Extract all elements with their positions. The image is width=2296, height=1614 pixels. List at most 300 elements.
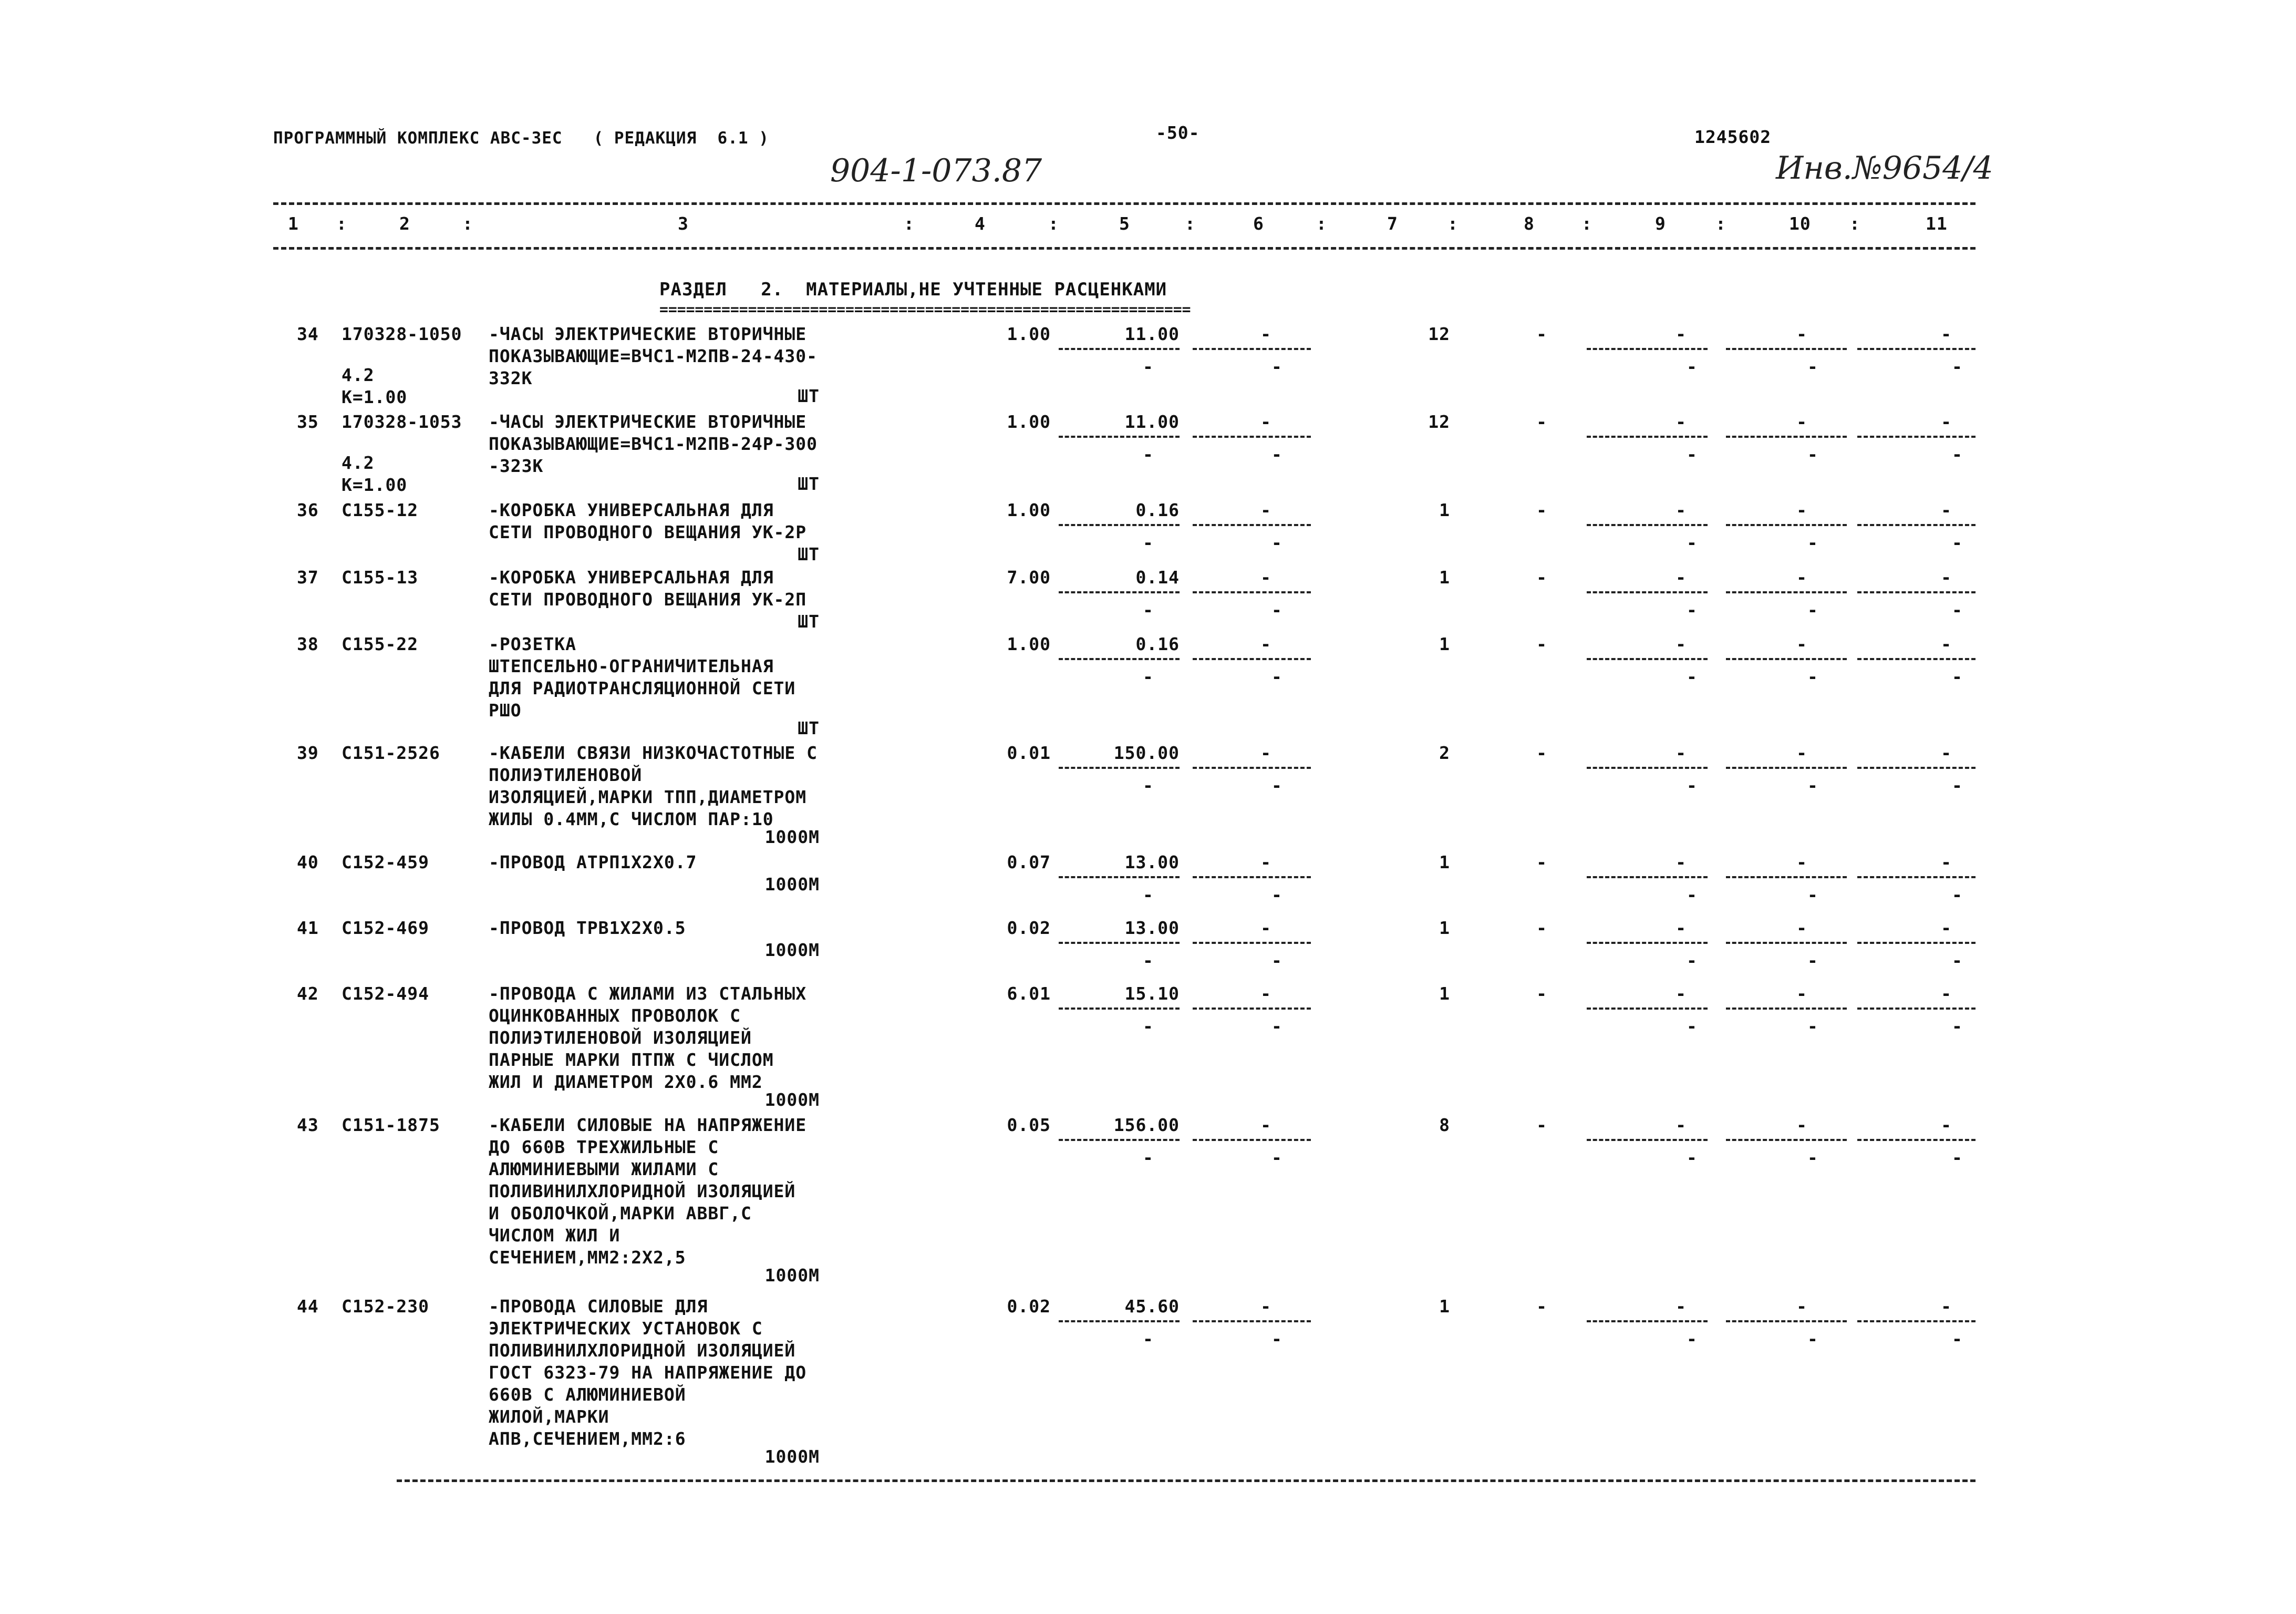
row-sub-dash: - [1807,444,1818,465]
row-extra: К=1.00 [342,475,408,495]
row-unit: 1000М [764,1265,820,1286]
row-col11: - [1941,1115,1952,1135]
value-underline [1726,436,1847,438]
row-description-line: ЧИСЛОМ ЖИЛ И [489,1225,620,1246]
row-sub-dash: - [1807,666,1818,687]
column-number-7: 7 [1387,213,1398,234]
row-col8: - [1536,1296,1547,1317]
row-description-line: ПОЛИЭТИЛЕНОВОЙ [489,765,643,785]
row-col6: - [1260,918,1271,938]
column-number-6: 6 [1253,213,1264,234]
row-col9: - [1676,983,1687,1004]
value-underline [1059,1139,1180,1141]
value-underline [1726,1320,1847,1322]
column-number-11: 11 [1926,213,1948,234]
row-sub-dash: - [1952,885,1963,905]
value-underline [1726,591,1847,593]
row-sub-dash: - [1143,1016,1154,1036]
row-sub-dash: - [1143,666,1154,687]
value-underline [1587,658,1708,660]
row-extra: 4.2 [342,453,375,473]
row-sub-dash: - [1807,356,1818,377]
row-col11: - [1941,743,1952,763]
row-sub-dash: - [1143,532,1154,553]
row-col10: - [1796,918,1807,938]
row-sub-dash: - [1807,1016,1818,1036]
row-col5: 45.60 [1124,1296,1180,1317]
row-sub-dash: - [1143,444,1154,465]
row-number: 35 [297,412,319,432]
value-underline [1193,348,1311,350]
row-col9: - [1676,634,1687,654]
row-description-line: -323К [489,456,544,476]
value-underline [1059,876,1180,878]
header-rule-bottom [273,247,1976,250]
row-description-line: ШТЕПСЕЛЬНО-ОГРАНИЧИТЕЛЬНАЯ [489,656,774,676]
column-separator: : [1316,213,1327,234]
value-underline [1193,524,1311,526]
value-underline [1726,524,1847,526]
value-underline [1193,767,1311,769]
value-underline [1059,591,1180,593]
row-sub-dash: - [1143,775,1154,796]
row-description-line: РШО [489,700,522,721]
row-col7: 1 [1439,852,1450,872]
row-col9: - [1676,918,1687,938]
row-sub-dash: - [1687,444,1698,465]
row-description-line: ЭЛЕКТРИЧЕСКИХ УСТАНОВОК С [489,1318,763,1339]
value-underline [1587,436,1708,438]
row-col4: 6.01 [1007,983,1051,1004]
row-code: 170328-1053 [342,412,462,432]
row-sub-dash: - [1952,1016,1963,1036]
value-underline [1193,436,1311,438]
row-description-line: ПОКАЗЫВАЮЩИЕ=ВЧС1-М2ПВ-24Р-300 [489,434,818,454]
row-description-line: -ЧАСЫ ЭЛЕКТРИЧЕСКИЕ ВТОРИЧНЫЕ [489,324,807,344]
row-col11: - [1941,918,1952,938]
row-description-line: СЕТИ ПРОВОДНОГО ВЕЩАНИЯ УК-2Р [489,522,807,542]
row-sub-dash: - [1687,1329,1698,1349]
value-underline [1857,1008,1976,1010]
row-sub-dash: - [1271,444,1283,465]
row-sub-dash: - [1271,950,1283,971]
value-underline [1857,591,1976,593]
row-col5: 13.00 [1124,918,1180,938]
column-separator: : [1447,213,1459,234]
section-underline: ============================================================ [659,301,1191,318]
row-col5: 156.00 [1113,1115,1180,1135]
row-sub-dash: - [1952,1147,1963,1168]
row-col11: - [1941,500,1952,520]
value-underline [1059,658,1180,660]
row-sub-dash: - [1687,532,1698,553]
value-underline [1587,524,1708,526]
row-col8: - [1536,1115,1547,1135]
row-col9: - [1676,852,1687,872]
value-underline [1857,1320,1976,1322]
row-sub-dash: - [1952,532,1963,553]
row-col9: - [1676,1115,1687,1135]
row-col4: 0.02 [1007,1296,1051,1317]
value-underline [1726,876,1847,878]
row-col6: - [1260,412,1271,432]
row-sub-dash: - [1271,1329,1283,1349]
row-description-line: ОЦИНКОВАННЫХ ПРОВОЛОК С [489,1005,741,1026]
row-col8: - [1536,983,1547,1004]
row-sub-dash: - [1687,600,1698,620]
row-unit: ШТ [798,386,820,406]
row-sub-dash: - [1143,950,1154,971]
row-col11: - [1941,412,1952,432]
row-col9: - [1676,743,1687,763]
row-description-line: СЕЧЕНИЕМ,ММ2:2Х2,5 [489,1247,686,1268]
row-description-line: ЖИЛ И ДИАМЕТРОМ 2Х0.6 ММ2 [489,1072,763,1092]
value-underline [1587,591,1708,593]
row-col4: 1.00 [1007,324,1051,344]
row-description-line: АЛЮМИНИЕВЫМИ ЖИЛАМИ С [489,1159,719,1179]
value-underline [1193,1008,1311,1010]
row-description-line: ЖИЛЫ 0.4ММ,С ЧИСЛОМ ПАР:10 [489,809,774,829]
value-underline [1059,942,1180,944]
handwritten-inventory: Инв.№9654/4 [1776,150,1993,187]
row-col10: - [1796,852,1807,872]
row-sub-dash: - [1687,775,1698,796]
row-col6: - [1260,567,1271,588]
row-sub-dash: - [1143,600,1154,620]
row-description-line: -РОЗЕТКА [489,634,576,654]
value-underline [1059,767,1180,769]
handwritten-code: 904-1-073.87 [830,152,1042,189]
row-description-line: ПОЛИВИНИЛХЛОРИДНОЙ ИЗОЛЯЦИЕЙ [489,1340,796,1361]
row-code: С152-230 [342,1296,429,1317]
row-col10: - [1796,743,1807,763]
row-col10: - [1796,412,1807,432]
footer-rule [397,1479,1976,1482]
row-unit: 1000М [764,874,820,895]
row-col6: - [1260,743,1271,763]
program-title: ПРОГРАММНЫЙ КОМПЛЕКС АВС-ЗЕС ( РЕДАКЦИЯ 6.1 ) [273,129,769,148]
row-col7: 1 [1439,634,1450,654]
value-underline [1059,1320,1180,1322]
row-number: 44 [297,1296,319,1317]
row-code: С155-13 [342,567,419,588]
value-underline [1857,767,1976,769]
row-col4: 7.00 [1007,567,1051,588]
value-underline [1193,876,1311,878]
row-sub-dash: - [1807,532,1818,553]
column-separator: : [1581,213,1592,234]
row-description-line: -КОРОБКА УНИВЕРСАЛЬНАЯ ДЛЯ [489,500,774,520]
row-col7: 12 [1428,412,1450,432]
row-unit: 1000М [764,827,820,847]
row-code: С155-22 [342,634,419,654]
row-extra: К=1.00 [342,387,408,407]
column-number-2: 2 [399,213,410,234]
row-sub-dash: - [1271,666,1283,687]
row-sub-dash: - [1271,1147,1283,1168]
row-number: 41 [297,918,319,938]
row-description-line: -КАБЕЛИ СИЛОВЫЕ НА НАПРЯЖЕНИЕ [489,1115,807,1135]
row-col10: - [1796,324,1807,344]
column-separator: : [904,213,915,234]
section-title: РАЗДЕЛ 2. МАТЕРИАЛЫ,НЕ УЧТЕННЫЕ РАСЦЕНКАМИ [659,279,1167,300]
column-number-10: 10 [1789,213,1811,234]
value-underline [1059,436,1180,438]
header-rule-top [273,202,1976,205]
row-col4: 1.00 [1007,634,1051,654]
row-col5: 15.10 [1124,983,1180,1004]
row-col6: - [1260,634,1271,654]
row-number: 40 [297,852,319,872]
row-code: С155-12 [342,500,419,520]
row-col8: - [1536,634,1547,654]
value-underline [1193,1139,1311,1141]
row-description-line: И ОБОЛОЧКОЙ,МАРКИ АВВГ,С [489,1203,752,1224]
row-unit: 1000М [764,1089,820,1110]
row-code: С152-459 [342,852,429,872]
value-underline [1059,524,1180,526]
row-number: 36 [297,500,319,520]
row-sub-dash: - [1807,950,1818,971]
row-description-line: ПОЛИВИНИЛХЛОРИДНОЙ ИЗОЛЯЦИЕЙ [489,1181,796,1201]
row-col7: 8 [1439,1115,1450,1135]
row-sub-dash: - [1687,666,1698,687]
row-col5: 150.00 [1113,743,1180,763]
column-separator: : [1185,213,1196,234]
row-col10: - [1796,983,1807,1004]
row-col8: - [1536,324,1547,344]
row-col9: - [1676,500,1687,520]
row-number: 43 [297,1115,319,1135]
row-description-line: ПАРНЫЕ МАРКИ ПТПЖ С ЧИСЛОМ [489,1050,774,1070]
row-col6: - [1260,500,1271,520]
row-description-line: ДЛЯ РАДИОТРАНСЛЯЦИОННОЙ СЕТИ [489,678,796,698]
value-underline [1857,348,1976,350]
row-sub-dash: - [1143,885,1154,905]
row-col8: - [1536,567,1547,588]
row-sub-dash: - [1807,1329,1818,1349]
row-col9: - [1676,1296,1687,1317]
row-number: 38 [297,634,319,654]
value-underline [1726,942,1847,944]
row-unit: ШТ [798,611,820,632]
column-number-8: 8 [1524,213,1535,234]
row-description-line: 660В С АЛЮМИНИЕВОЙ [489,1384,686,1405]
row-col4: 0.02 [1007,918,1051,938]
row-number: 39 [297,743,319,763]
value-underline [1193,591,1311,593]
row-col7: 2 [1439,743,1450,763]
row-col6: - [1260,324,1271,344]
row-col6: - [1260,852,1271,872]
row-col6: - [1260,1115,1271,1135]
row-col5: 11.00 [1124,412,1180,432]
row-code: С152-469 [342,918,429,938]
row-col10: - [1796,1115,1807,1135]
value-underline [1726,767,1847,769]
value-underline [1726,1139,1847,1141]
row-sub-dash: - [1807,775,1818,796]
value-underline [1059,348,1180,350]
row-sub-dash: - [1807,1147,1818,1168]
row-col8: - [1536,500,1547,520]
value-underline [1587,1008,1708,1010]
row-col7: 1 [1439,1296,1450,1317]
row-unit: 1000М [764,940,820,960]
row-sub-dash: - [1271,885,1283,905]
column-number-5: 5 [1119,213,1130,234]
row-description-line: 332К [489,368,533,388]
row-col5: 13.00 [1124,852,1180,872]
column-separator: : [462,213,473,234]
row-col10: - [1796,500,1807,520]
row-description-line: ЖИЛОЙ,МАРКИ [489,1406,609,1427]
value-underline [1857,876,1976,878]
row-sub-dash: - [1271,532,1283,553]
row-description-line: АПВ,СЕЧЕНИЕМ,ММ2:6 [489,1428,686,1449]
row-sub-dash: - [1687,1016,1698,1036]
value-underline [1193,658,1311,660]
row-col5: 0.14 [1135,567,1180,588]
row-sub-dash: - [1952,444,1963,465]
row-col4: 1.00 [1007,500,1051,520]
row-sub-dash: - [1687,950,1698,971]
row-sub-dash: - [1807,600,1818,620]
row-description-line: -ПРОВОД ТРВ1Х2Х0.5 [489,918,686,938]
row-number: 37 [297,567,319,588]
column-number-4: 4 [975,213,986,234]
value-underline [1587,876,1708,878]
row-col6: - [1260,1296,1271,1317]
row-col8: - [1536,918,1547,938]
value-underline [1587,1320,1708,1322]
row-description-line: ДО 660В ТРЕХЖИЛЬНЫЕ С [489,1137,719,1157]
row-description-line: ПОКАЗЫВАЮЩИЕ=ВЧС1-М2ПВ-24-430- [489,346,818,366]
row-code: С152-494 [342,983,429,1004]
row-number: 34 [297,324,319,344]
value-underline [1857,942,1976,944]
value-underline [1587,767,1708,769]
row-col11: - [1941,567,1952,588]
value-underline [1193,942,1311,944]
row-col7: 12 [1428,324,1450,344]
row-col10: - [1796,1296,1807,1317]
value-underline [1587,1139,1708,1141]
value-underline [1857,1139,1976,1141]
row-col6: - [1260,983,1271,1004]
row-sub-dash: - [1271,356,1283,377]
row-sub-dash: - [1687,356,1698,377]
row-description-line: -ПРОВОДА СИЛОВЫЕ ДЛЯ [489,1296,708,1317]
row-col9: - [1676,412,1687,432]
column-separator: : [1048,213,1059,234]
row-sub-dash: - [1952,356,1963,377]
row-description-line: -ПРОВОДА С ЖИЛАМИ ИЗ СТАЛЬНЫХ [489,983,807,1004]
row-col7: 1 [1439,500,1450,520]
row-extra: 4.2 [342,365,375,385]
value-underline [1726,658,1847,660]
column-number-1: 1 [288,213,299,234]
row-sub-dash: - [1143,1329,1154,1349]
row-col7: 1 [1439,983,1450,1004]
row-col10: - [1796,634,1807,654]
row-description-line: СЕТИ ПРОВОДНОГО ВЕЩАНИЯ УК-2П [489,589,807,610]
row-sub-dash: - [1952,1329,1963,1349]
row-description-line: -ПРОВОД АТРП1Х2Х0.7 [489,852,697,872]
row-col11: - [1941,324,1952,344]
row-col5: 0.16 [1135,500,1180,520]
row-unit: ШТ [798,474,820,494]
column-separator: : [1849,213,1860,234]
row-col11: - [1941,852,1952,872]
row-sub-dash: - [1271,600,1283,620]
page-number: -50- [1156,122,1200,143]
row-description-line: ПОЛИЭТИЛЕНОВОЙ ИЗОЛЯЦИЕЙ [489,1027,752,1048]
row-sub-dash: - [1952,950,1963,971]
value-underline [1059,1008,1180,1010]
row-description-line: -КОРОБКА УНИВЕРСАЛЬНАЯ ДЛЯ [489,567,774,588]
value-underline [1726,348,1847,350]
row-col4: 1.00 [1007,412,1051,432]
doc-number: 1245602 [1694,127,1772,147]
row-sub-dash: - [1687,885,1698,905]
row-code: С151-1875 [342,1115,440,1135]
row-sub-dash: - [1952,666,1963,687]
row-sub-dash: - [1952,775,1963,796]
row-description-line: -ЧАСЫ ЭЛЕКТРИЧЕСКИЕ ВТОРИЧНЫЕ [489,412,807,432]
column-separator: : [336,213,347,234]
column-number-9: 9 [1655,213,1666,234]
row-description-line: ГОСТ 6323-79 НА НАПРЯЖЕНИЕ ДО [489,1362,807,1383]
value-underline [1587,348,1708,350]
row-sub-dash: - [1143,356,1154,377]
value-underline [1857,658,1976,660]
row-col7: 1 [1439,567,1450,588]
row-sub-dash: - [1271,1016,1283,1036]
row-col5: 0.16 [1135,634,1180,654]
row-sub-dash: - [1271,775,1283,796]
row-col11: - [1941,634,1952,654]
row-col4: 0.05 [1007,1115,1051,1135]
row-col4: 0.01 [1007,743,1051,763]
row-col9: - [1676,324,1687,344]
value-underline [1857,524,1976,526]
column-separator: : [1715,213,1726,234]
value-underline [1193,1320,1311,1322]
row-col11: - [1941,983,1952,1004]
row-code: 170328-1050 [342,324,462,344]
row-col8: - [1536,412,1547,432]
row-col8: - [1536,743,1547,763]
row-col11: - [1941,1296,1952,1317]
row-sub-dash: - [1687,1147,1698,1168]
column-number-3: 3 [678,213,689,234]
row-sub-dash: - [1807,885,1818,905]
row-sub-dash: - [1143,1147,1154,1168]
row-col10: - [1796,567,1807,588]
row-col5: 11.00 [1124,324,1180,344]
row-col4: 0.07 [1007,852,1051,872]
value-underline [1587,942,1708,944]
row-description-line: -КАБЕЛИ СВЯЗИ НИЗКОЧАСТОТНЫЕ С [489,743,818,763]
row-sub-dash: - [1952,600,1963,620]
value-underline [1726,1008,1847,1010]
row-number: 42 [297,983,319,1004]
row-unit: ШТ [798,544,820,564]
row-code: С151-2526 [342,743,440,763]
value-underline [1857,436,1976,438]
row-col7: 1 [1439,918,1450,938]
